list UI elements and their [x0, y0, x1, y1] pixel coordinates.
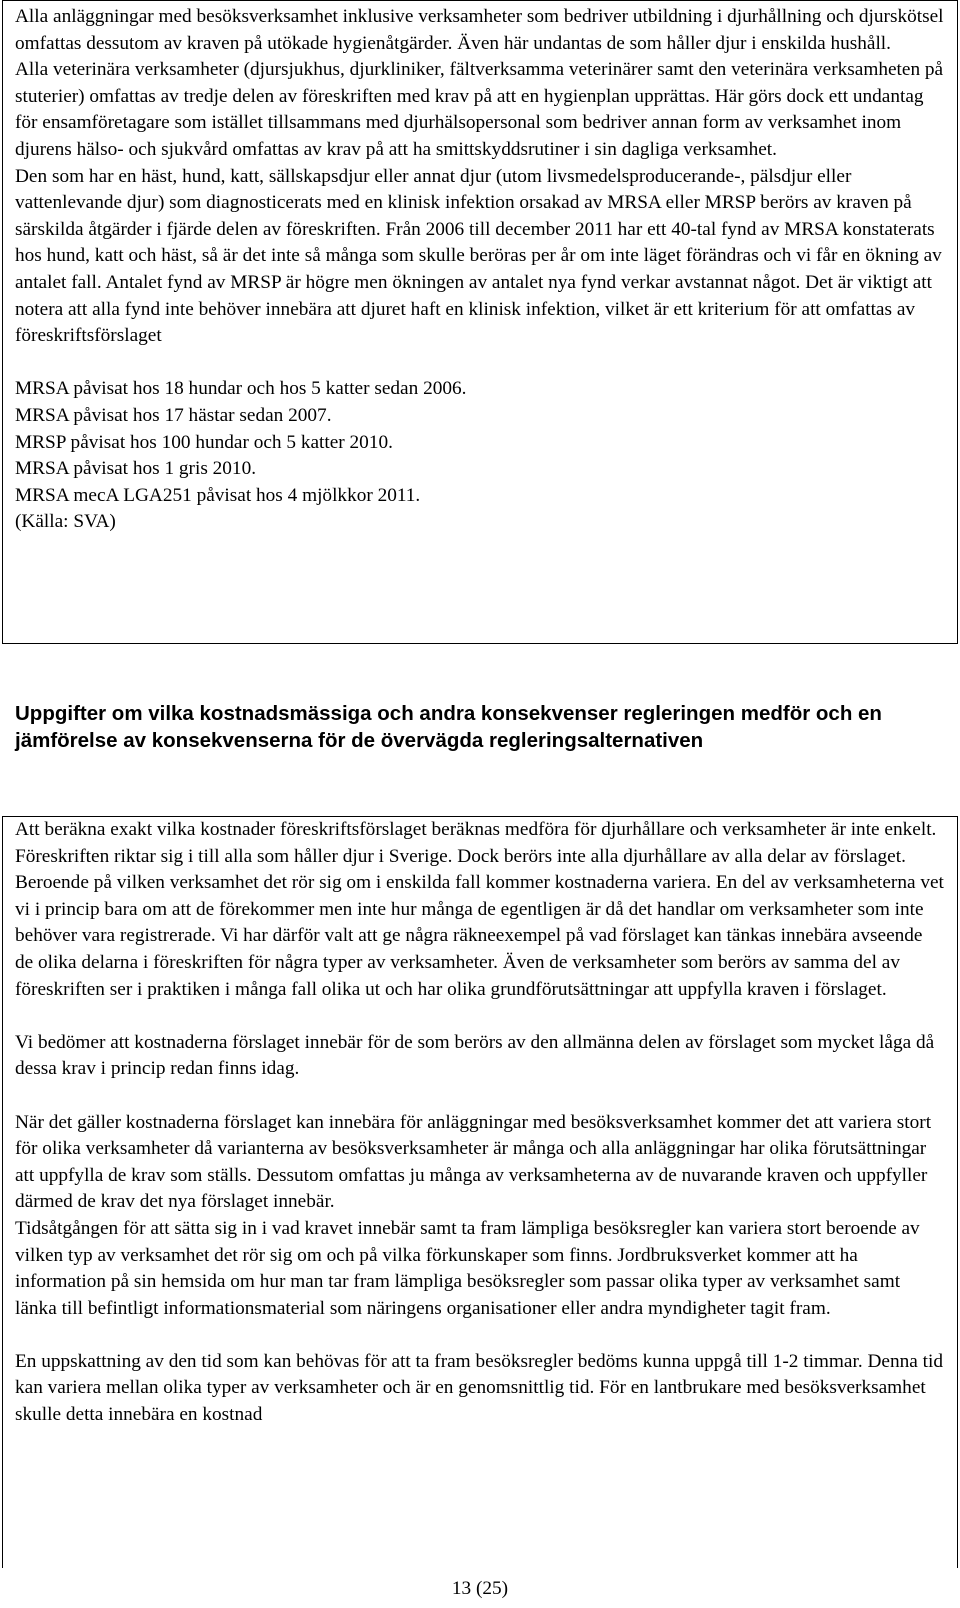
finding-line: MRSP påvisat hos 100 hundar och 5 katter 2010.: [15, 431, 393, 453]
paragraph-visitor-facilities: Alla anläggningar med besöksverksamhet inklusive verksamheter som bedriver utbildning i djurhållning och djurskötsel omfattas dessutom av kraven på utökade hygienåtgärder. Även här undantas de som håller djur i enskilda hushåll.: [15, 6, 944, 54]
paragraph-veterinary: Alla veterinära verksamheter (djursjukhus, djurkliniker, fältverksamma veterinärer samt den veterinära verksamheten på stuterier) omfattas av tredje delen av föreskriften med krav på att en hygienplan upprättas. Här görs dock ett undantag för ensamföretagare som istället tillsammans med djurhälsopersonal som bedriver annan form av verksamhet inom djurens hälso- och sjukvård omfattas av krav på att ha smittskyddsrutiner i sin dagliga verksamhet.: [15, 59, 944, 160]
finding-line: MRSA påvisat hos 17 hästar sedan 2007.: [15, 404, 332, 426]
spacer: [15, 1083, 945, 1110]
paragraph-time-spent: Tidsåtgången för att sätta sig in i vad kravet innebär samt ta fram lämpliga besöksregler kan variera stort beroende av vilken typ av verksamhet det rör sig om och på vilka förkunskaper som finns. Jordbruksverket kommer att ha information på sin hemsida om hur man tar fram lämpliga besöksregler som passar olika typer av verksamhet samt länka till befintligt informationsmaterial som näringens organisationer eller andra myndigheter tagit fram.: [15, 1217, 920, 1319]
page-number: 13 (25): [0, 1576, 960, 1602]
paragraph-mrsa-mrsp: Den som har en häst, hund, katt, sällskapsdjur eller annat djur (utom livsmedelsproducerande-, pälsdjur eller vattenlevande djur) som diagnosticerats med en klinisk infektion orsakad av MRSA eller MRSP berörs av kraven på särskilda åtgärder i fjärde delen av föreskriften. Från 2006 till december 2011 har ett 40-tal fynd av MRSA konstaterats hos hund, katt och häst, så är det inte så många som skulle beröras per år om inte läget förändras och vi får en ökning av antalet fall. Antalet fynd av MRSP är högre men ökningen av antalet nya fynd verkar avstannat något. Det är viktigt att notera att alla fynd inte behöver innebära att djuret haft en klinisk infektion, vilket är ett kriterium för att omfattas av föreskriftsförslaget: [15, 165, 942, 347]
section-heading: Uppgifter om vilka kostnadsmässiga och andra konsekvenser regleringen medför och en jämförelse av konsekvenserna för de övervägda regleringsalternativen: [15, 702, 882, 752]
spacer: [15, 350, 945, 377]
info-box-costs: [2, 816, 958, 1608]
paragraph-visitor-costs: När det gäller kostnaderna förslaget kan innebära för anläggningar med besöksverksamhet kommer det att variera stort för olika verksamheter då varianterna av besöksverksamheter är många och alla anläggningar har olika förutsättningar att uppfylla de krav som ställs. Dessutom omfattas ju många av verksamheterna av de nuvarande kraven och uppfyller därmed de krav det nya förslaget innebär.: [15, 1111, 932, 1213]
paragraph-time-estimate: En uppskattning av den tid som kan behövas för att ta fram besöksregler bedöms kunna uppgå till 1-2 timmar. Denna tid kan variera mellan olika typer av verksamheter och är en genomsnittlig tid. För en lantbrukare med besöksverksamhet skulle detta innebära en kostnad: [15, 1350, 943, 1426]
spacer: [15, 1322, 945, 1349]
spacer: [15, 1003, 945, 1030]
finding-line: MRSA påvisat hos 18 hundar och hos 5 katter sedan 2006.: [15, 378, 467, 400]
finding-line: MRSA påvisat hos 1 gris 2010.: [15, 458, 257, 480]
paragraph-cost-estimate: Att beräkna exakt vilka kostnader föreskriftsförslaget beräknas medföra för djurhållare och verksamheter är inte enkelt. Föreskriften riktar sig i till alla som håller djur i Sverige. Dock berörs inte alla djurhållare av alla delar av förslaget. Beroende på vilken verksamhet det rör sig om i enskilda fall kommer kostnaderna variera. En del av verksamheterna vet vi i princip bara om att de förekommer men inte hur många de egentligen är då det handlar om verksamheter som inte behöver vara registrerade. Vi har därför valt att ge några räkneexempel på vad förslaget kan tänkas innebära avseende de olika delarna i föreskriften för några typer av verksamheter. Även de verksamheter som berörs av samma del av föreskriften ser i praktiken i många fall olika ut och har olika grundförutsättningar att uppfylla kraven i förslaget.: [15, 819, 944, 1000]
paragraph-general-part: Vi bedömer att kostnaderna förslaget innebär för de som berörs av den allmänna delen av förslaget som mycket låga då dessa krav i princip redan finns idag.: [15, 1031, 935, 1080]
info-box-scope: [2, 0, 958, 644]
finding-line: MRSA mecA LGA251 påvisat hos 4 mjölkkor 2011.: [15, 484, 421, 506]
source-note: (Källa: SVA): [15, 511, 116, 533]
